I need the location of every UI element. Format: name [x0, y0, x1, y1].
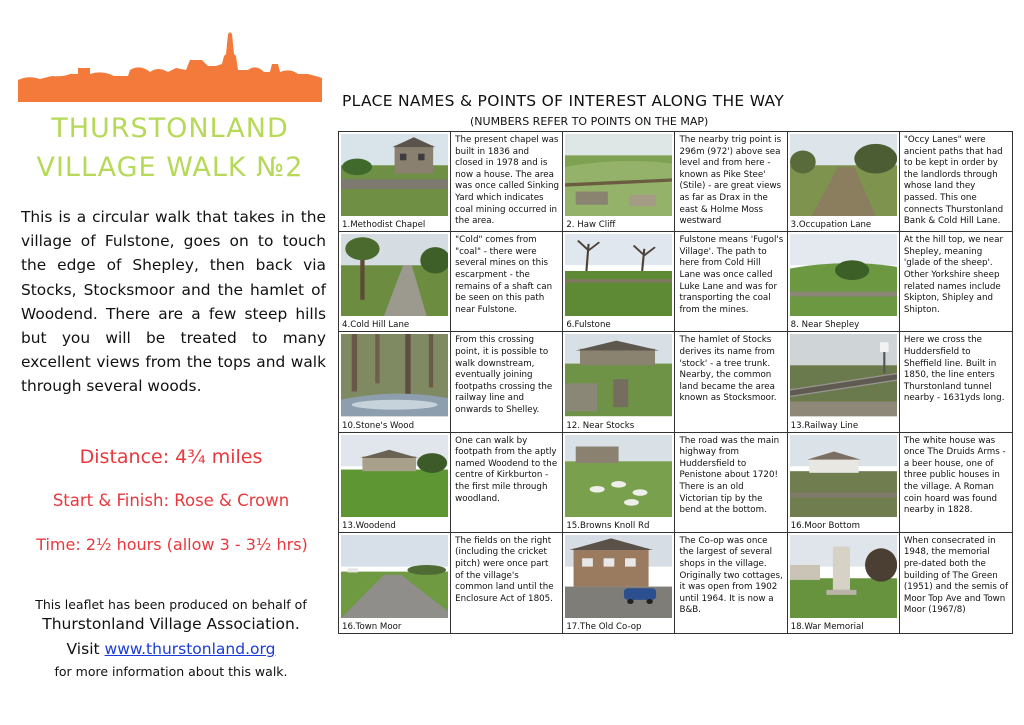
leaflet-note: This leaflet has been produced on behalf of	[35, 597, 307, 612]
point-photo-image	[790, 435, 897, 517]
point-photo-image	[565, 134, 672, 216]
start-finish-point: Start & Finish: Rose & Crown	[52, 491, 290, 510]
point-photo	[563, 433, 675, 533]
point-description: One can walk by footpath from the aptly named Woodend to the centre of Kirkburton - the first mile through woodland.	[451, 433, 563, 533]
point-description: Fulstone means 'Fugol's Village'. The path to here from Cold Hill Lane was once called Luke Lane and was for transporting the coal from the mines.	[675, 232, 787, 332]
point-photo	[788, 132, 900, 232]
point-photo	[339, 533, 451, 633]
village-skyline-logo	[18, 30, 322, 102]
point-photo-image	[341, 134, 448, 216]
point-photo-image	[565, 334, 672, 416]
point-description: The hamlet of Stocks derives its name from 'stock' - a tree trunk. Nearby, the common land became the area known as Stocksmoor.	[675, 332, 787, 432]
point-photo	[788, 332, 900, 432]
point-photo-image	[341, 535, 448, 618]
association-name: Thurstonland Village Association.	[42, 615, 300, 633]
point-photo	[788, 433, 900, 533]
point-photo	[339, 232, 451, 332]
point-description: The fields on the right (including the cricket pitch) were once part of the village's common land until the Enclosure Act of 1805.	[451, 533, 563, 633]
point-caption: 1.Methodist Chapel	[342, 220, 426, 231]
point-photo	[788, 232, 900, 332]
point-description: When consecrated in 1948, the memorial pre-dated both the building of The Green (1951) and the semis of Moor Top Ave and Town Moor (1967/8)	[903, 535, 1009, 616]
walk-distance: Distance: 4¾ miles	[79, 446, 263, 468]
point-description: "Cold" comes from "coal" - there were several mines on this escarpment - the remains of a shaft can be seen on this path near Fulstone.	[451, 232, 563, 332]
point-description: The white house was once The Druids Arms - a beer house, one of three public houses in the village. A Roman coin hoard was found nearby in 1828.	[900, 433, 1012, 533]
point-photo-image	[341, 234, 448, 316]
point-description: The nearby trig point is 296m (972') above sea level and from here - known as Pike Stee' (Stile) - are great views as far as Drax in the east & Holme Moss westward	[675, 132, 787, 232]
point-photo	[563, 232, 675, 332]
point-description: At the hill top, we near Shepley, meaning 'glade of the sheep'. Other Yorkshire sheep related names include Skipton, Shipley and Shipton.	[900, 232, 1012, 332]
point-photo	[563, 533, 675, 633]
point-photo	[563, 332, 675, 432]
point-description: From this crossing point, it is possible to walk downstream, eventually joining footpaths crossing the railway line and onwards to Shelley.	[451, 332, 563, 432]
point-caption: 2. Haw Cliff	[566, 220, 616, 231]
point-photo	[339, 132, 451, 232]
point-description: The road was the main highway from Huddersfield to Penistone about 1720! There is an old Victorian tip by the bend at the bottom.	[675, 433, 787, 533]
point-caption: 10.Stone's Wood	[342, 420, 415, 431]
more-info-note: for more information about this walk.	[54, 664, 288, 679]
point-description: The present chapel was built in 1836 and closed in 1978 and is now a house. The area was once called Sinking Yard which indicates coal mining occurred in the area.	[451, 132, 563, 232]
point-caption: 3.Occupation Lane	[790, 220, 872, 231]
point-caption: 18.War Memorial	[790, 621, 864, 632]
point-description: The Co-op was once the largest of several shops in the village. Originally two cottages, it was open from 1902 until 1964. It is now a B&B.	[675, 533, 787, 633]
point-photo-image	[790, 134, 897, 216]
point-photo-image	[341, 435, 448, 517]
point-photo	[563, 132, 675, 232]
point-caption: 16.Moor Bottom	[790, 520, 861, 531]
point-photo	[339, 332, 451, 432]
point-photo-image	[565, 435, 672, 517]
point-caption: 13.Woodend	[342, 520, 396, 531]
visit-line	[20, 640, 322, 658]
point-photo-image	[341, 334, 448, 416]
point-caption: 17.The Old Co-op	[566, 621, 642, 632]
point-description: "Occy Lanes" were ancient paths that had to be kept in order by the landlords through whose land they passed. This one connects Thurstonland Bank & Cold Hill Lane.	[900, 132, 1012, 232]
point-photo	[339, 433, 451, 533]
points-of-interest-subheading: (NUMBERS REFER TO POINTS ON THE MAP)	[470, 115, 709, 128]
point-caption: 8. Near Shepley	[790, 320, 860, 331]
point-photo-image	[565, 535, 672, 618]
points-of-interest-heading: PLACE NAMES & POINTS OF INTEREST ALONG THE WAY	[342, 92, 784, 110]
point-caption: 4.Cold Hill Lane	[342, 320, 410, 331]
point-caption: 13.Railway Line	[790, 420, 859, 431]
point-description: Here we cross the Huddersfield to Sheffield line. Built in 1850, the line enters Thurstonland tunnel nearby - 1631yds long.	[900, 332, 1012, 432]
point-caption: 6.Fulstone	[566, 320, 611, 331]
walk-time: Time: 2½ hours (allow 3 - 3½ hrs)	[36, 535, 308, 554]
point-photo-image	[790, 535, 897, 618]
point-caption: 16.Town Moor	[342, 621, 402, 632]
website-link[interactable]: www.thurstonland.org	[104, 640, 276, 658]
visit-label: Visit	[66, 640, 100, 658]
point-photo-image	[790, 334, 897, 416]
walk-title-line-2: VILLAGE WALK №2	[36, 152, 304, 183]
point-caption: 15.Browns Knoll Rd	[566, 520, 650, 531]
point-photo-image	[790, 234, 897, 316]
point-caption: 12. Near Stocks	[566, 420, 635, 431]
point-photo	[788, 533, 900, 633]
walk-title-line-1: THURSTONLAND	[51, 113, 289, 144]
walk-introduction: This is a circular walk that takes in the village of Fulstone, goes on to touch the edge of Shepley, then back via Stocks, Stocksmoor and the hamlet of Woodend. There are a few steep hills but you will be treated to many excellent views from the tops and walk through several woods.	[21, 208, 326, 396]
point-photo-image	[565, 234, 672, 316]
points-of-interest-grid	[338, 131, 1013, 634]
